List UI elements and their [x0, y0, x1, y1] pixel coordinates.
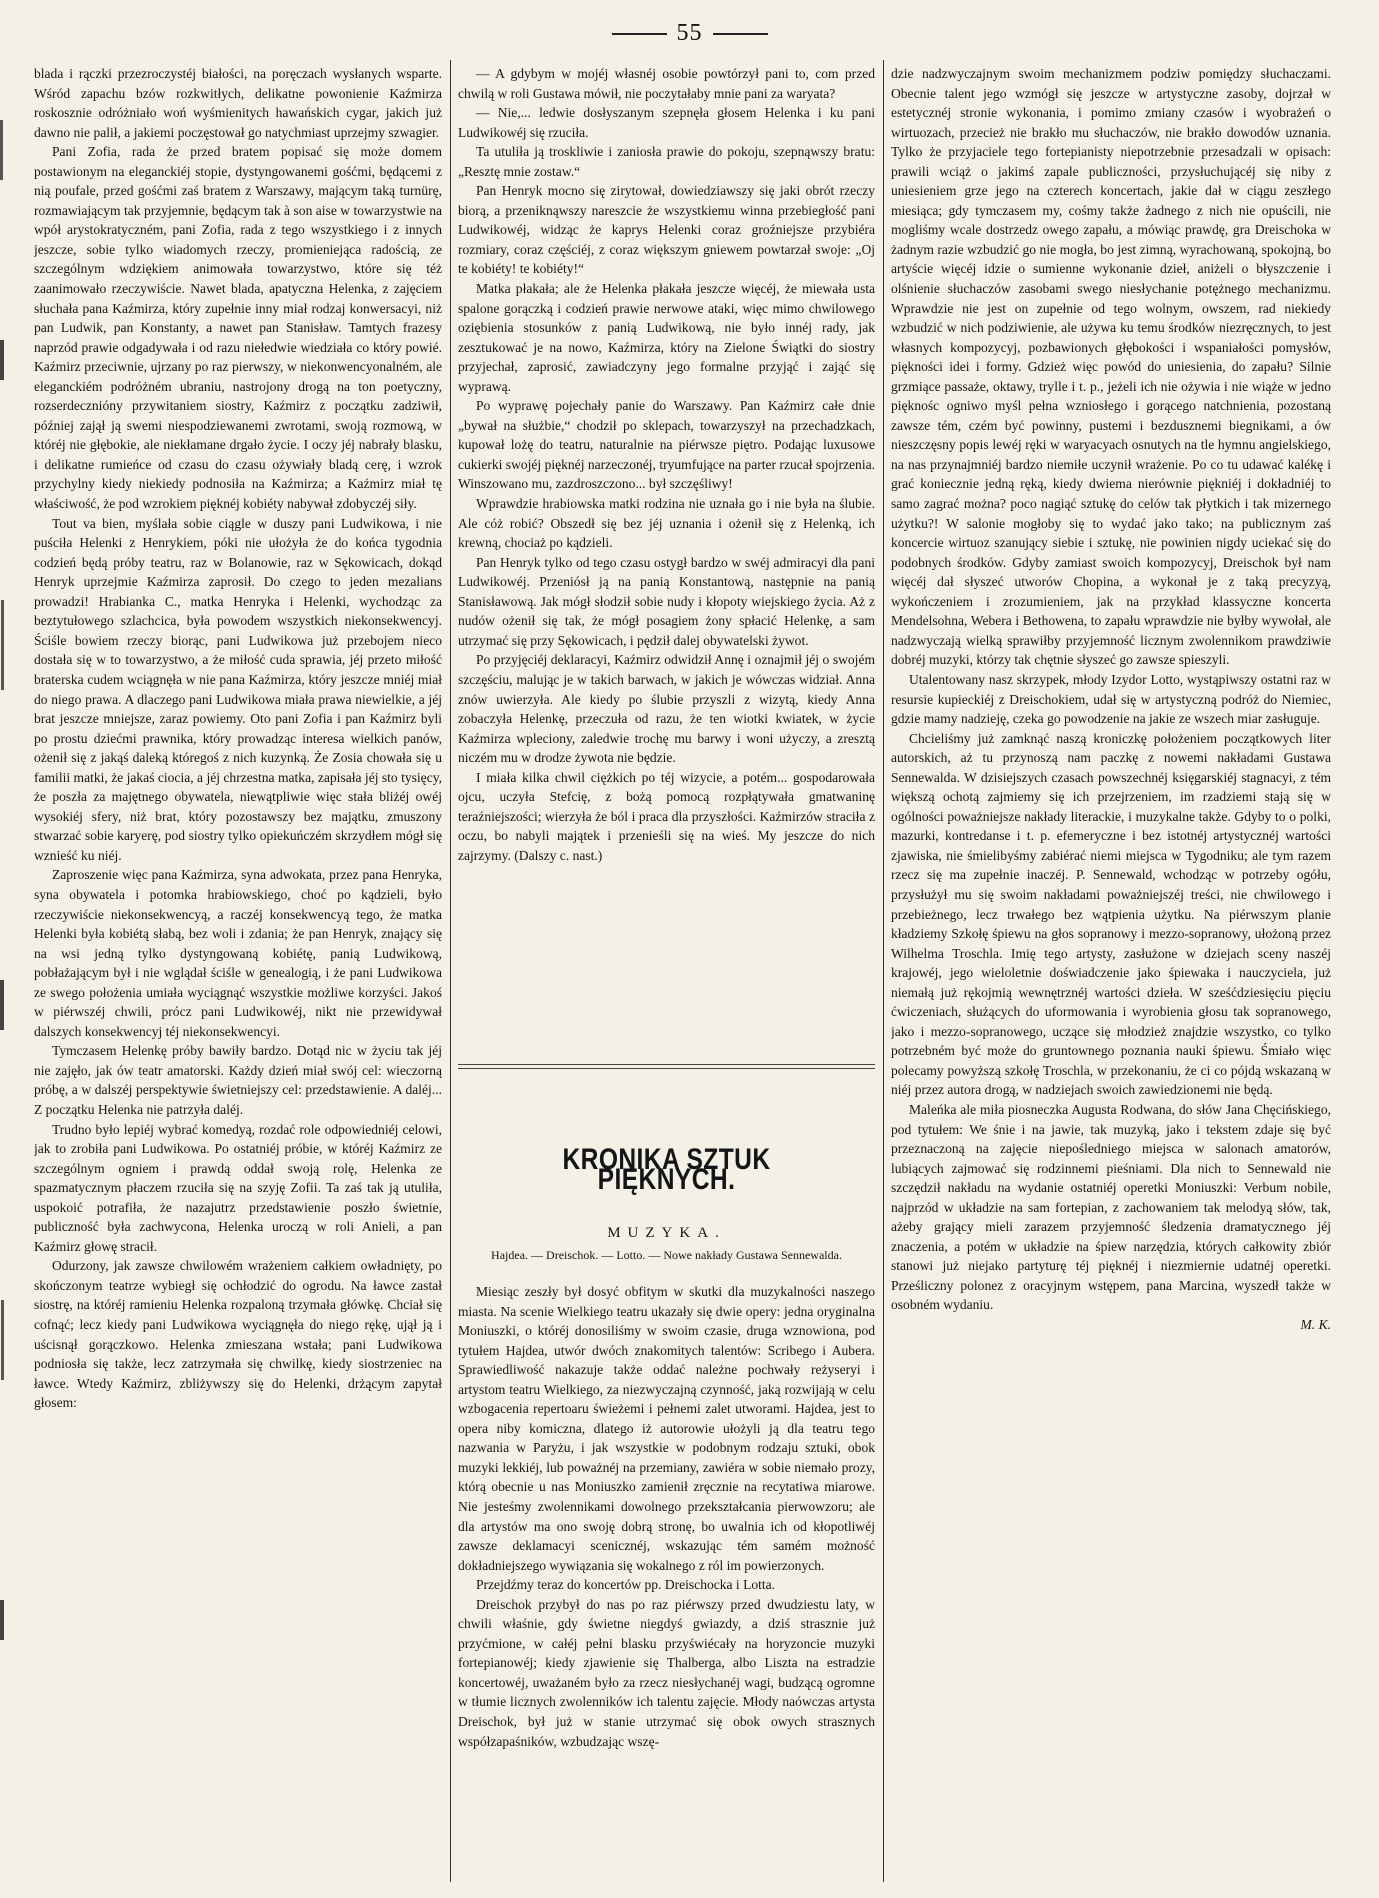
col2-paragraph: I miała kilka chwil ciężkich po téj wizycie, a potém... gospodarowała ojcu, uczyła Stefcię, z bożą pomocą rozpłątywała gmatwaninę teraźniejszości; wierzyła że ból i praca dla przyszłości. Kaźmirzów straciła z oczu, bo nabyli majątek i przenieśli się na wieś. My jeszcze do nich zajrzymy. (Dalszy c. nast.) [458, 769, 875, 863]
column-rule-left [450, 60, 451, 1882]
col1-paragraph: Tout va bien, myślała sobie ciągle w duszy pani Ludwikowa, i nie puściła Helenki z Henrykiem, póki nie ułożyła że do końca tygodnia codzień będą próby teatru, raz w Bolanowie, raz w Sękowicach, dokąd Henryk uprzejmie Kaźmirza zaprosił. Do czego to jeden mezalians prowadzi! Hrabianka C., matka Henryka i Helenki, wychodząc za beztytułowego szlachcica, była powodem wszystkich niekonsekwencyj. Ściśle bowiem rzeczy biorąc, pani Ludwikowa już przebojem nieco dostała się w to towarzystwo, a że miłość cuda sprawia, jéj przeto miłość braterska cudem wciągnęła w nie pana Kaźmirza, który jeszcze mniéj miał do niego prawa. A dlaczego pani Ludwikowa miała prawa niewielkie, a jéj brat jeszcze mniejsze, zaraz powiemy. Oto pani Zofia i pan Kaźmirz byli po prostu dziećmi prawnika, który prowadząc interesa wielkich panów, ożenił się z jakąś daleką któregoś z nich kuzynką. Że Zosia chowała się u familii matki, że jakaś ciocia, a jéj chrzestna matka, zapisała jéj sto tysięcy, że poszła za majętnego obywatela, niewątpliwie więc stała bliżéj owéj wysokiéj sfery, niż brat, który pozostawszy bez majątku, zmuszony stwarzać sobie karyerę, pod siostry tylko opiekuńczém skrzydłem mógł się wznieść ku niéj. [34, 515, 442, 863]
col2-paragraph: Pan Henryk mocno się zirytował, dowiedziawszy się jaki obrót rzeczy biorą, a przeniknąwszy nareszcie że wszystkiemu winna przebiegłość pani Ludwikowéj, widząc że kaprys Helenki coraz groźniejsze przybiéra rozmiary, coraz częściéj, z coraz większym gniewem powtarzał swoje: „Oj te kobiéty! te kobiéty!“ [458, 183, 875, 277]
section-topics: Hajdea. — Dreischok. — Lotto. — Nowe nakłady Gustawa Sennewalda. [491, 1248, 842, 1262]
col1-paragraph: Trudno było lepiéj wybrać komedyą, rozdać role odpowiedniéj celowi, jak to zrobiła pani Ludwikowa. Po ostatniéj próbie, w któréj Kaźmirz ze szczególnym ogniem i prawdą oddał swoją rolę, Helenka ze spazmatycznym płaczem rzuciła się na szyję Zofii. Ta zaś tak ją utuliła, uspokoić potrafiła, że nazajutrz przedstawienie poszło świetnie, publiczność była zachwycona, Helenka uroczą w roli Anieli, a pan Kaźmirz głowę stracił. [34, 1121, 442, 1254]
page-number-text: 55 [676, 20, 703, 46]
col2-paragraph: Ta utuliła ją troskliwie i zaniosła prawie do pokoju, szepnąwszy bratu: „Resztę mnie zostaw.“ [458, 144, 875, 179]
col1-paragraph: Tymczasem Helenkę próby bawiły bardzo. Dotąd nic w życiu tak jéj nie zajęło, jak ów teatr amatorski. Każdy dzień miał swój cel: wieczorną próbę, a w dalszéj perspektywie świetniejszy cel: przedstawienie. A daléj... Z początku Helenka nie patrzyła daléj. [34, 1043, 442, 1117]
scan-edge-marks [0, 0, 10, 1898]
col1-paragraph: Odurzony, jak zawsze chwilowém wrażeniem całkiem owładnięty, po skończonym teatrze wybiegł się ochłodzić do ogrodu. Na ławce zastał siostrę, na któréj ramieniu Helenka rozpaloną trzymała główkę. Chciał się cofnąć; lecz kiedy pani Ludwikowa wyciągnęła do niego rękę, ujął ją i uścisnął gorączkowo. Helenka zmieszana wstała; pani Ludwikowa podniosła się także, lecz zatrzymała się chwilkę, kiedy siostrzeniec na ławce. Wtedy Kaźmirz, zbliżywszy się do Helenki, drżącym zapytał głosem: [34, 1258, 442, 1411]
section-rule-top [458, 1064, 875, 1065]
section-rule-top-double [458, 1068, 875, 1069]
section-heading: KRONIKA SZTUK PIĘKNYCH. [562, 1143, 771, 1196]
col2-paragraph: Po wyprawę pojechały panie do Warszawy. Pan Kaźmirz całe dnie „bywał na służbie,“ chodził po sklepach, towarzyszył na przechadzkach, kupował lożę do teatru, naturalnie na piérwsze piętro. Podając luxusowe cukierki swojéj pięknéj narzeczonéj, tryumfujące na parter rzucał spojrzenia. Winszowano mu, zazdroszczono... był szczęśliwy! [458, 398, 875, 492]
col3-paragraph: Chcieliśmy już zamknąć naszą kroniczkę położeniem początkowych liter autorskich, aż tu przynoszą nam paczkę z nowemi nakładami Gustawa Sennewalda. W dzisiejszych czasach powszechnéj księgarskiéj stagnacyi, z tém większą ochotą zajmiemy się ich przejrzeniem, im rzadziemi stają się w ogólności poważniejsze nakłady literackie, i muzykalne także. Gdyby to o polki, mazurki, kontredanse i t. p. efemeryczne i bez istotnéj artystycznéj wartości zjawiska, nie śmielibyśmy zabiérać niemi miejsca w Tygodniku; ale tym razem rzecz się ma zupełnie inaczéj. P. Sennewald, wchodząc w potrzeby ogółu, przysłużył mu się swoim nakładami poważniejszéj treści, nie chwilowego i przebieżnego, lecz trwałego bez wątpienia użytku. Na piérwszym planie kładziemy Szkołę śpiewu na głos sopranowy i mezzo-sopranowy, ułożoną przez Wilhelma Troschla. Imię tego artysty, zasłużone w dziejach sceny naszéj krajowéj, jego wieloletnie doświadczenie jako śpiewaka i nauczyciela, już niemałą już rękojmią wewnętrznéj wartości dzieła. W sześćdziesięciu pięciu ćwiczeniach, służących do uformowania i wyrobienia głosu tak sopranowego, jako i mezzo-sopranowego, uczące się młodzież znajdzie wszystko, co tylko potrzebném być może do gruntownego poznania nauki śpiewu. Śmiało więc polecamy powyższą szkołę Troschla, w przekonaniu, że ci co pójdą wskazaną w niéj przez autora drogą, w nadziejach swoich zawiedzionemi nie będą. [891, 730, 1331, 1098]
col3-paragraph: dzie nadzwyczajnym swoim mechanizmem podziw pomiędzy słuchaczami. Obecnie talent jego wzmógł się jeszcze w artystyczne zasoby, dojrzał w estetycznéj stronie wykonania, i pomimo zmiany czasów i wyobrażeń o wirtuozach, przecież nie brakło mu słuchaczów, nie brakło dowodów uznania. Tylko że przyjaciele tego fortepianisty niepotrzebnie przesadzali w opisach: prawili wciąż o jakimś zapale publiczności, przysłuchującéj się niby z uniesieniem grze jego na czterech koncertach, jakie dał w ciągu zeszłego miesiąca; gdy tymczasem my, cośmy także żadnego z nich nie opuścili, nie mogliśmy wcale dostrzedz owego zapału, a mówiąc prawdę, gra Dreischoka w żadnym razie wzbudzić go nie mogła, bo jest zimną, wyrachowaną, spokojną, bo artyście więcéj idzie o sumienne wykonanie dzieł, aniżeli o błyszczenie i olśnienie słuchaczów zasobami swego niesłychanie potężnego mechanizmu. Wprawdzie nie jest on zupełnie od tego wolnym, owszem, rad niekiedy wzbudzić w nich podziwienie, ale używa ku temu środków niezręcznych, to jest własnych kompozycyj, pozbawionych głębokości i wspaniałości pomysłów, piękności idei i formy. Gdzież więc powód do uniesienia, do zapału? Silnie grzmiące passaże, oktawy, trylle i t. p., jeżeli ich nie ożywia i nie wiąże w jedno pięknośc ogniwo myśl pełna wzniosłego i gorącego natchnienia, pozostaną zawsze tém, czém być powinny, pustemi i bezdusznemi biegnikami, a ów nieszczęsny popis lewéj ręki w waryacyach osnutych na tle hymnu angielskiego, na nas przynajmniéj bardzo niemiłe uczynił wrażenie. Po co tu udawać kalékę i grać koniecznie jedną ręką, kiedy dwiema nierównie piękniéj i dokładniéj to samo zagrać można? poco nagiąć sztukę do celów tak płytkich i tak mizernego użytku?! W salonie mogłoby się to wydać jako tako; na publicznym zaś koncercie wirtuoz szanujący siebie i sztukę, nie powinien nigdy uciekać się do podobnych środków. Gdyby zamiast swoich kompozycyj, Dreischok był nam więcéj dał słyszeć utworów Chopina, a wykonał je z taką precyzyą, wykończeniem i zrozumieniem, jak na przykład klassyczne koncerta Mendelsohna, Webera i Bethowena, to zapału wprawdzie nie byłby wywołał, ale nadzwyczają wielką sprawiłby przyjemność licznym zwolennikom prawdziwie dobréj muzyki, którzy tak chętnie słyszeć go zawsze spieszyli. [891, 66, 1331, 668]
col2-paragraph: Po przyjęciéj deklaracyi, Kaźmirz odwidził Annę i oznajmił jéj o swojém szczęściu, malując je w takich barwach, w jakich je wówczas widział. Anna znów uwierzyła. Ale kiedy po ślubie przyszli z wizytą, kiedy Anna zobaczyła Helenkę, przeczuła od razu, że ten wiotki kwiatek, w życie Kaźmirza wpleciony, zaledwie trochę mu barwy i woni użyczy, a zresztą niczém mu w drodze żywota nie będzie. [458, 652, 875, 766]
col2-paragraph: Matka płakała; ale że Helenka płakała jeszcze więcéj, że miewała usta spalone gorączką i codzień prawie nerwowe ataki, więc mimo chwilowego oziębienia stosunków z panią Ludwikową, nie było innéj rady, jak zesztukować je na nowo, Kaźmirza, który na Zielone Świątki do siostry przyjechał, zaprosić, zawiadczyny jego formalne przyjąć i zająć się wyprawą. [458, 281, 875, 394]
col3-paragraph: Utalentowany nasz skrzypek, młody Izydor Lotto, wystąpiwszy ostatni raz w resursie kupieckiéj z Dreischokiem, udał się w artystyczną podróż do Niemiec, gdzie mamy nadzieję, czeka go powodzenie na jakie ze wszech miar zasługuje. [891, 671, 1331, 727]
col2-paragraph: — A gdybym w mojéj własnéj osobie powtórzył pani to, com przed chwilą w roli Gustawa mówił, nie poczytałaby mnie pani za waryata? [458, 66, 875, 101]
page-number-dash-right [713, 33, 768, 35]
story-continuation [458, 64, 875, 1054]
page-number [0, 20, 1379, 47]
col2-paragraph: Przejdźmy teraz do koncertów pp. Dreischocka i Lotta. [476, 1577, 776, 1593]
column-3 [891, 64, 1331, 1884]
col3-paragraph: Maleńka ale miła piosneczka Augusta Rodwana, do słów Jana Chęcińskiego, pod tytułem: We śnie i na jawie, tak muzyką, jako i tekstem zdaje się być przeznaczoną na zajęcie niepośledniego miejsca w salonach amatorów, lubiących zajmować się rodzinnemi pieśniami. Dla nich to Sennewald nie szczędził nakładu na wydanie ostatniéj operetki Moniuszki: Verbum nobile, najprzód w układzie na sam fortepian, z zachowaniem tak melodyą słów, tak, ażeby grający mieli zarazem przyjemność śledzenia dramatycznego jéj znaczenia, a potém w układzie na śpiew narzędzia, których całkowity zbiór stanowi już niejako partyturę téj pięknéj i niezmiernie udatnéj operetki. Prześliczny polonez z oracyjnym wstępem, pana Marcina, wyszedł także w osobném wydaniu. [891, 1101, 1331, 1313]
col2-paragraph: Wprawdzie hrabiowska matki rodzina nie uznała go i nie była na ślubie. Ale cóż robić? Obszedł się bez jéj uznania i ożenił się z Helenką, ich krewną, chociaż po kądzieli. [458, 496, 875, 551]
col1-paragraph: Pani Zofia, rada że przed bratem popisać się może domem postawionym na eleganckiéj stopie, dystyngowanemi gośćmi, będącemi z nią poufale, przed gośćmi zaś bratem z Warszawy, mającym taką turnürę, rozmawiającym tak przyjemnie, będącym tak à son aise w towarzystwie na wpół arystokratyczném, pani Zofia, rada z tego wszystkiego i z innych jeszcze, sobie tylko wiadomych rzeczy, promieniejąca radością, ze szczególnym wdziękiem animowała towarzystwo, które się téż zaanimowało rzeczywiście. Nawet blada, apatyczna Helenka, z zajęciem słuchała pana Kaźmirza, który zupełnie inny miał rodzaj konwersacyi, niż pan Ludwik, pan Konstanty, a nawet pan Stanisław. Tamtych frazesy naprzód prawie odgadywała i od razu niełedwie wiedziała co który powié. Kaźmirz przeciwnie, ujrzany po raz pierwszy, w niekonwencyonalném, ale eleganckiém podróżném ubraniu, nastrojony drogą na ton poetyczny, rozserdecznióny przywitaniem siostry, Kaźmirz z początku zadziwił, później zajął ją swemi niespodziewanemi zwrotami, swoją rozmową, w któréj nie głębokie, ale niekłamane drgało życie. I oczy jéj nabrały blasku, i delikatne rumieńce od czasu do czasu ożywiały bladą cerę, i wzrok przychylny kiedy niekiedy podnosiła na Kaźmirza; a Kaźmirz miał tę właściwość, że pod wzrokiem pięknéj kobiéty nabywał zdobyczéj siły. [34, 144, 442, 512]
column-1 [34, 64, 442, 1884]
column-2 [458, 64, 875, 1884]
column-rule-right [883, 60, 884, 1882]
col1-paragraph: Zaproszenie więc pana Kaźmirza, syna adwokata, przez pana Henryka, syna obywatela i potomka hrabiowskiego, choć po kądzieli, było rzeczywiście niekonsekwencyą, a raczéj konsekwencyą tego, że matka Helenki była kobiétą słabą, bez woli i zdania; że pan Henryk, znający się na wsi jedną tylko dystyngowaną kobiétę, panią Ludwikową, pobłażającym był i nie wglądał ściśle w genealogią, i że pani Ludwikowa ze swego położenia umiała wyciągnąć wszystkie możliwe korzyści. Jakoś w piérwszéj chwili, prócz pani Ludwikowéj, nikt nie przewidywał dalszych konsekwencyj téj niekonsekwencyi. [34, 867, 442, 1039]
col2-paragraph: Pan Henryk tylko od tego czasu ostygł bardzo w swéj admiracyi dla pani Ludwikowéj. Przeniósł ją na panią Konstantową, następnie na panią Stanisławową. Jak mógł słodził sobie nudy i kłopoty wiejskiego życia. Aż z nudów ożenił się tak, że mógł posagiem żony spłacić Helenkę, a sam utrzymać się przy Sękowicach, i pędził dalej obywatelski żywot. [458, 554, 875, 648]
col2-paragraph: Dreischok przybył do nas po raz piérwszy przed dwudziestu laty, w chwili właśnie, gdy świetne niegdyś gwiazdy, a dziś strasznie już przyćmione, w całéj pełni blasku przyświécały na horyzoncie muzyki fortepianowéj; kiedy zjawienie się Thalberga, albo Liszta na estradzie koncertowéj, uważaném było za rzecz niesłychanéj wagi, budzącą ogromne w tłumie licznych zwolenników ich talentu zajęcie. Młody naówczas artysta Dreischok, był już w stanie utrzymać się obok owych strasznych współzapaśników, wzbudzając wszę- [458, 1596, 875, 1749]
col1-paragraph: blada i rączki przezroczystéj białości, na poręczach wysłanych wsparte. Wśród zapachu bzów rozkwitłych, delikatne powonienie Kaźmirza roskosznie odróżniało woń wyśmienitych hawańskich cygar, jakich już dawno nie palił, a jakiemi poczęstował go natychmiast uprzejmy szwagier. [34, 66, 442, 140]
section-subheading: MUZYKA. [607, 1225, 726, 1241]
page-number-dash-left [612, 33, 667, 35]
music-chronicle-start [458, 1282, 875, 1882]
col2-paragraph: Miesiąc zeszły był dosyć obfitym w skutki dla muzykalności naszego miasta. Na scenie Wielkiego teatru ukazały się dwie opery: jedna oryginalna Moniuszki, o któréj donosiliśmy w swoim czasie, druga wznowiona, pod tytułem Hajdea, utwór dwóch znakomitych talentów: Scribego i Aubera. Sprawiedliwość nakazuje także oddać należne pochwały reżyseryi i artystom teatru Wielkiego, za niezwyczajną czynność, jaką rozwijają w celu wzbogacenia repertoaru świeżemi i pełnemi zalet utworami. Hajdea, jest to opera niby komiczna, dlatego iż autorowie ułożyli ją dla teatru tego nazwania w Paryżu, i jak wszystkie w podobnym rodzaju sztuki, obok muzyki lekkiéj, lub poważnéj na przemiany, zawiéra w sobie niemało prozy, którą obecnie u nas Moniuszko zamienił zręcznie na recytatiwa miarowe. Nie jesteśmy zwolennikami dowolnego przekształcania pierwowzoru; ale dla artystów ma ono swoję dobrą stronę, bo uwalnia ich od kłopotliwéj zawsze deklamacyi scenicznéj, wskazując tém samém możność dokładniejszego wywiązania się wokalnego z ról im powierzonych. [458, 1284, 875, 1573]
author-signature: M. K. [1300, 1317, 1331, 1332]
col2-paragraph: — Nie,... ledwie dosłyszanym szepnęła głosem Helenka i ku pani Ludwikowéj się rzuciła. [458, 105, 875, 140]
